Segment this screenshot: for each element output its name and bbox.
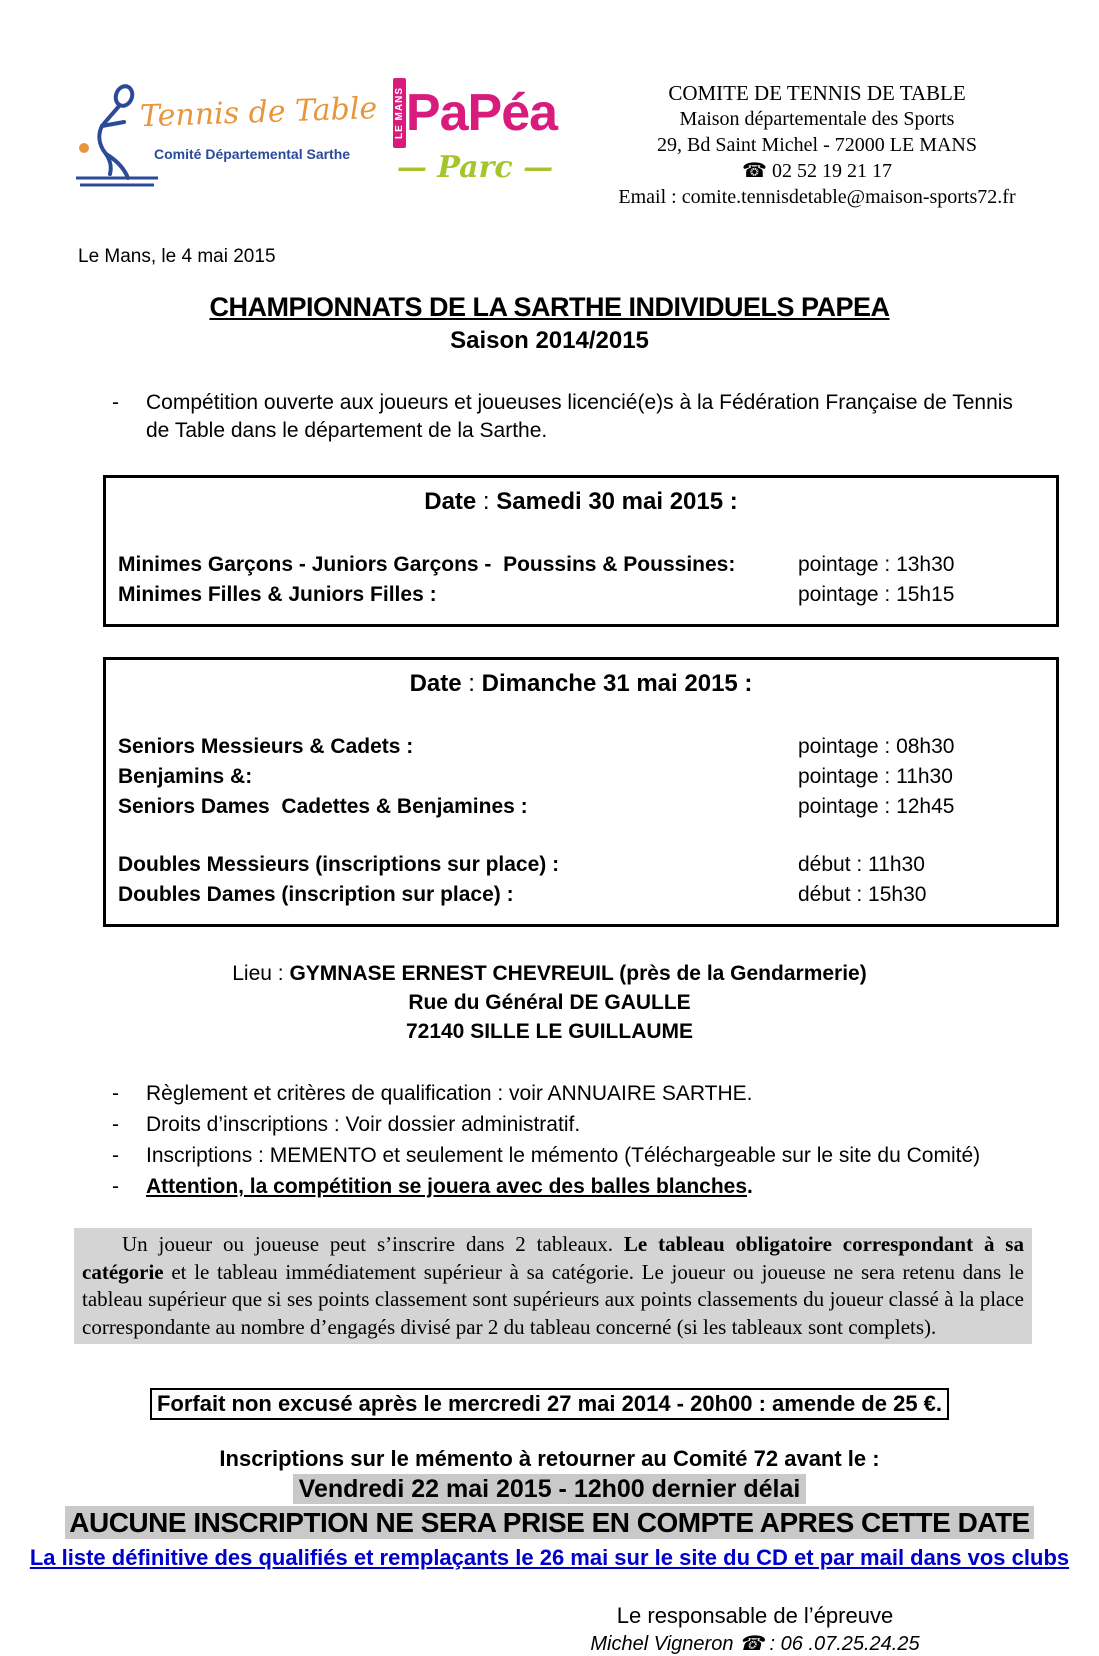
page-subtitle: Saison 2014/2015 xyxy=(450,327,649,354)
venue-street: Rue du Général DE GAULLE xyxy=(408,991,691,1014)
venue-prefix: Lieu : xyxy=(232,962,290,985)
committee-name: COMITE DE TENNIS DE TABLE xyxy=(668,81,966,105)
registration-deadline xyxy=(0,1475,1099,1504)
schedule-row xyxy=(118,850,1044,880)
bullet-dash: - xyxy=(112,391,119,414)
phone-line xyxy=(575,158,1059,184)
signature-name-line xyxy=(545,1631,965,1656)
category-label: Seniors Dames Cadettes & Benjamines : xyxy=(118,795,528,818)
qualified-list-link[interactable]: La liste définitive des qualifiés et remplaçants le 26 mai sur le site du CD et par mail dans vos clubs xyxy=(29,1545,1070,1570)
deadline-highlight: Vendredi 22 mai 2015 - 12h00 dernier délai xyxy=(293,1474,807,1504)
date-label: Date xyxy=(409,670,462,697)
schedule-row xyxy=(118,732,1044,762)
category-label: Doubles Messieurs (inscriptions sur place) : xyxy=(118,853,560,876)
schedule-rows xyxy=(118,732,1044,910)
rule-text: Droits d’inscriptions : Voir dossier administratif. xyxy=(146,1113,581,1136)
schedule-row xyxy=(118,580,1044,610)
logo-subtitle: Comité Départemental Sarthe xyxy=(154,146,351,162)
papea-parc-label: — Parc — xyxy=(396,150,554,185)
category-time: pointage : 12h45 xyxy=(798,795,955,818)
tennis-de-table-logo xyxy=(72,78,378,193)
signature-block xyxy=(545,1603,965,1656)
address-line: 29, Bd Saint Michel - 72000 LE MANS xyxy=(657,134,977,156)
papea-lemans-label: LE MANS xyxy=(393,78,406,148)
signature-role: Le responsable de l’épreuve xyxy=(616,1603,894,1628)
email-line: Email : comite.tennisdetable@maison-sports72.fr xyxy=(618,186,1016,208)
schedule-row xyxy=(118,792,1044,822)
rule-item xyxy=(112,1078,1039,1109)
rules-list xyxy=(112,1078,1039,1202)
schedule-rows xyxy=(118,550,1044,610)
phone-number: 02 52 19 21 17 xyxy=(766,160,892,182)
warning-highlight: AUCUNE INSCRIPTION NE SERA PRISE EN COMPTE APRES CETTE DATE xyxy=(65,1506,1033,1539)
papea-wordmark: PaPéa xyxy=(405,84,558,142)
header xyxy=(0,0,1099,210)
registration-block xyxy=(0,1446,1099,1571)
schedule-box-sunday xyxy=(103,657,1059,927)
warning-period: . xyxy=(747,1175,753,1198)
schedule-row xyxy=(118,550,1044,580)
phone-icon: ☎ xyxy=(739,1633,764,1655)
rule-item xyxy=(112,1140,1039,1171)
category-label: Minimes Garçons - Juniors Garçons - Poussins & Poussines: xyxy=(118,553,736,576)
warning-underlined: Attention, la compétition se jouera avec des balles blanches xyxy=(146,1175,748,1198)
letter-dateline: Le Mans, le 4 mai 2015 xyxy=(78,246,276,267)
registration-instruction: Inscriptions sur le mémento à retourner au Comité 72 avant le : xyxy=(219,1446,880,1471)
papea-parc-logo xyxy=(375,78,575,185)
info-bold: Le tableau obligatoire correspondant à sa catégorie xyxy=(82,1232,1024,1284)
committee-address-block xyxy=(575,78,1059,210)
bullet-dash: - xyxy=(112,1175,119,1198)
venue-block xyxy=(0,959,1099,1046)
page-title: CHAMPIONNATS DE LA SARTHE INDIVIDUELS PAPEA xyxy=(209,292,890,322)
category-label: Benjamins &: xyxy=(118,765,253,788)
rule-text: Règlement et critères de qualification : voir ANNUAIRE SARTHE. xyxy=(146,1082,753,1105)
schedule-row xyxy=(118,880,1044,910)
category-time: pointage : 08h30 xyxy=(798,735,955,758)
rule-text: Inscriptions : MEMENTO et seulement le mémento (Téléchargeable sur le site du Comité) xyxy=(146,1144,981,1167)
bullet-dash: - xyxy=(112,1113,119,1136)
rule-item xyxy=(112,1109,1039,1140)
row-spacer xyxy=(118,822,1044,850)
rule-item-warning xyxy=(112,1171,1039,1202)
address-line: Maison départementale des Sports xyxy=(679,108,955,130)
title-block xyxy=(0,292,1099,355)
category-time: pointage : 15h15 xyxy=(798,583,955,606)
phone-icon: ☎ xyxy=(742,160,767,182)
signature-phone: : 06 .07.25.24.25 xyxy=(763,1633,920,1655)
schedule-row xyxy=(118,762,1044,792)
schedule-box-saturday xyxy=(103,475,1059,627)
date-separator: : xyxy=(476,488,497,515)
category-label: Doubles Dames (inscription sur place) : xyxy=(118,883,514,906)
registration-warning xyxy=(0,1507,1099,1539)
category-time: début : 15h30 xyxy=(798,883,927,906)
category-time: pointage : 11h30 xyxy=(798,765,953,788)
intro-bullet xyxy=(112,389,1039,445)
info-part2: et le tableau immédiatement supérieur à sa catégorie. Le joueur ou joueuse ne sera retenu dans le tableau supérieur que si ses points classement sont supérieurs aux points classements du joueur classé à la place correspondante au nombre d’engagés divisé par 2 du tableau concerné (si les tableaux sont complets). xyxy=(82,1259,1024,1339)
info-part1: Un joueur ou joueuse peut s’inscrire dans 2 tableaux. xyxy=(122,1232,624,1256)
forfeit-notice-wrap xyxy=(0,1388,1099,1420)
category-time: pointage : 13h30 xyxy=(798,553,955,576)
category-label: Seniors Messieurs & Cadets : xyxy=(118,735,414,758)
date-value: Dimanche 31 mai 2015 : xyxy=(481,670,753,697)
bullet-dash: - xyxy=(112,1144,119,1167)
forfeit-notice: Forfait non excusé après le mercredi 27 mai 2014 - 20h00 : amende de 25 €. xyxy=(150,1388,949,1420)
info-paragraph xyxy=(74,1228,1032,1344)
logo-script-text: Tennis de Table xyxy=(139,91,378,135)
box-date-heading xyxy=(118,670,1044,698)
date-label: Date xyxy=(424,488,477,515)
category-time: début : 11h30 xyxy=(798,853,925,876)
venue-city: 72140 SILLE LE GUILLAUME xyxy=(405,1020,694,1043)
box-date-heading xyxy=(118,488,1044,516)
bullet-dash: - xyxy=(112,1082,119,1105)
venue-name: GYMNASE ERNEST CHEVREUIL (près de la Gendarmerie) xyxy=(289,962,867,985)
category-label: Minimes Filles & Juniors Filles : xyxy=(118,583,437,606)
signature-name: Michel Vigneron xyxy=(590,1633,739,1655)
date-value: Samedi 30 mai 2015 : xyxy=(496,488,738,515)
venue-line1 xyxy=(0,959,1099,988)
date-separator: : xyxy=(461,670,482,697)
intro-text: Compétition ouverte aux joueurs et joueuses licencié(e)s à la Fédération Française de Tennis de Table dans le département de la Sarthe. xyxy=(146,391,1019,442)
warning-rule-text xyxy=(146,1171,753,1202)
